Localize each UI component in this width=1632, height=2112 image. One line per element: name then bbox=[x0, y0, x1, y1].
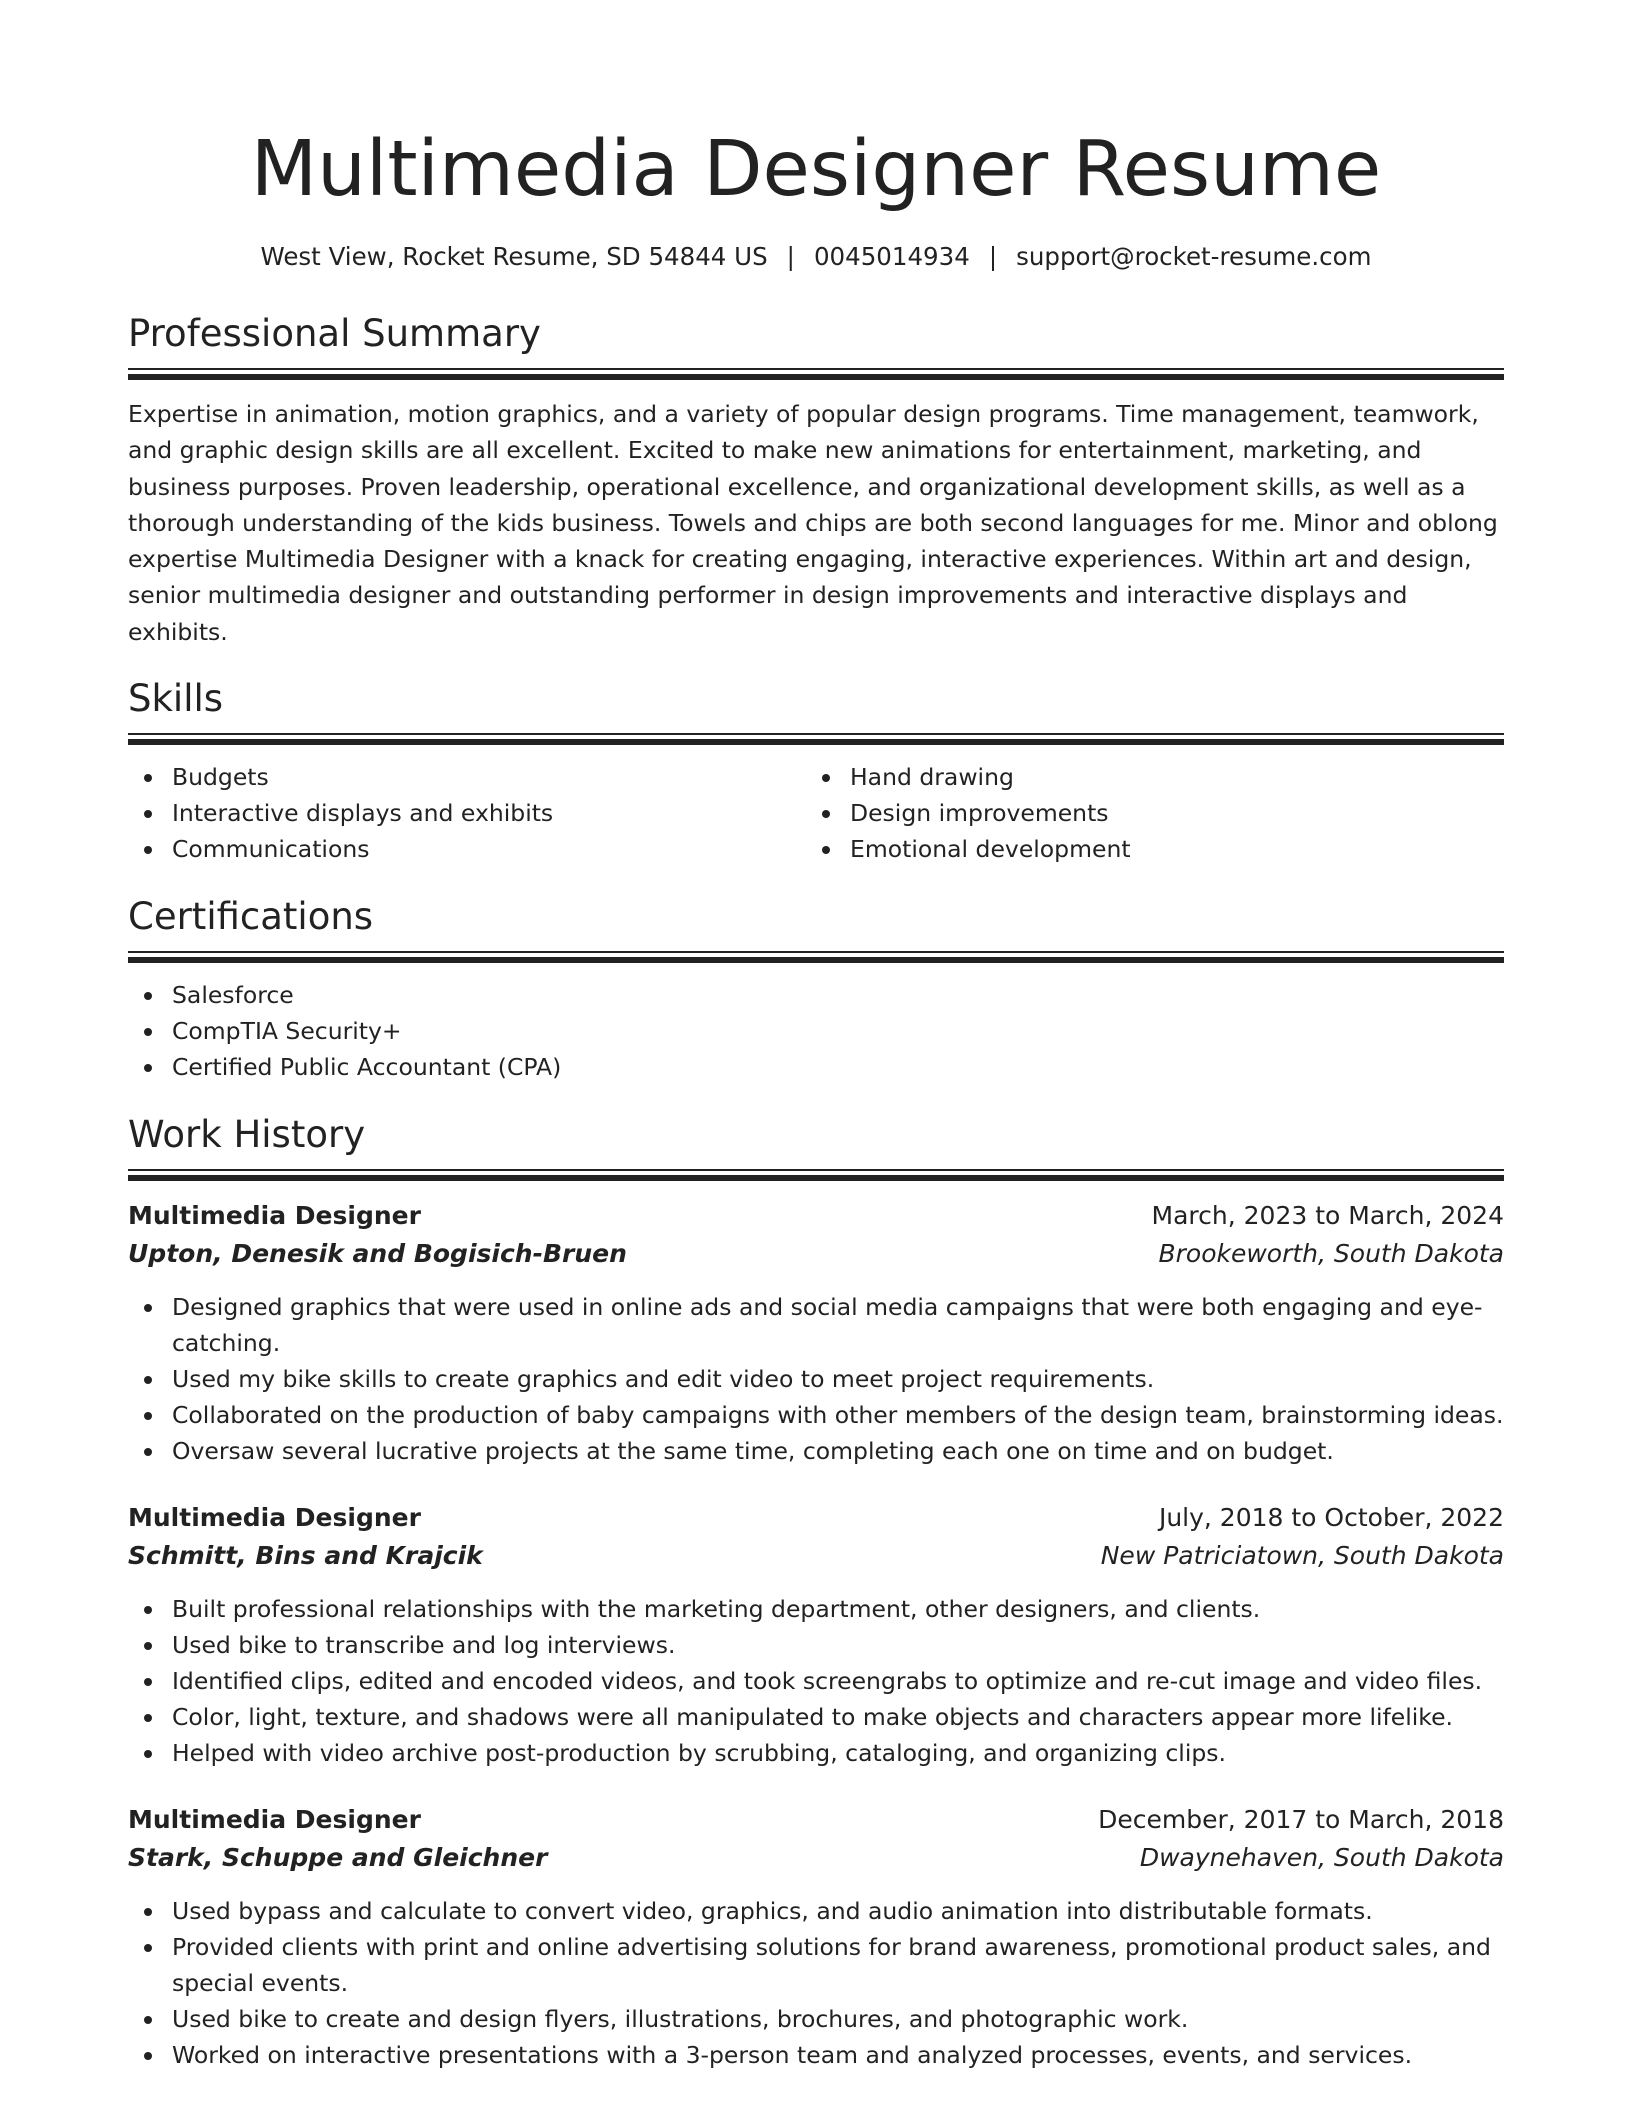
job-company: Stark, Schuppe and Gleichner bbox=[128, 1843, 548, 1873]
job-bullet: Identified clips, edited and encoded videos, and took screengrabs to optimize and re-cut image and video files. bbox=[128, 1663, 1504, 1699]
contact-email[interactable]: support@rocket-resume.com bbox=[1016, 242, 1372, 271]
job-bullet: Collaborated on the production of baby campaigns with other members of the design team, brainstorming ideas. bbox=[128, 1397, 1504, 1433]
section-divider bbox=[128, 368, 1504, 382]
job-company-row bbox=[128, 1839, 1504, 1877]
summary-section bbox=[128, 310, 1504, 650]
job-entry bbox=[128, 1801, 1504, 2073]
contact-separator: | bbox=[988, 242, 998, 271]
job-entry bbox=[128, 1197, 1504, 1469]
contact-separator: | bbox=[786, 242, 795, 271]
job-bullet: Used bike to create and design flyers, illustrations, brochures, and photographic work. bbox=[128, 2001, 1504, 2037]
contact-phone[interactable]: 0045014934 bbox=[813, 242, 970, 271]
skills-list-right bbox=[806, 759, 1484, 867]
job-company: Schmitt, Bins and Krajcik bbox=[128, 1541, 483, 1571]
job-company-row bbox=[128, 1537, 1504, 1575]
job-bullet: Used bypass and calculate to convert video, graphics, and audio animation into distributable formats. bbox=[128, 1893, 1504, 1929]
job-header-row bbox=[128, 1197, 1504, 1235]
skills-list-left bbox=[128, 759, 806, 867]
skill-item: Design improvements bbox=[806, 795, 1484, 831]
section-heading-certifications: Certifications bbox=[128, 895, 374, 939]
job-dates: July, 2018 to October, 2022 bbox=[1158, 1503, 1504, 1533]
section-heading-work-history: Work History bbox=[128, 1113, 366, 1157]
job-dates: December, 2017 to March, 2018 bbox=[1098, 1805, 1504, 1835]
resume-title: Multimedia Designer Resume bbox=[250, 125, 1382, 214]
job-header-row bbox=[128, 1801, 1504, 1839]
job-dates: March, 2023 to March, 2024 bbox=[1151, 1201, 1504, 1231]
section-divider bbox=[128, 951, 1504, 965]
contact-address: West View, Rocket Resume, SD 54844 US bbox=[260, 242, 768, 271]
skill-item: Interactive displays and exhibits bbox=[128, 795, 806, 831]
job-company-row bbox=[128, 1235, 1504, 1273]
work-history-section bbox=[128, 1111, 1504, 2073]
section-heading-summary: Professional Summary bbox=[128, 312, 541, 355]
job-bullet: Color, light, texture, and shadows were all manipulated to make objects and characters appear more lifelike. bbox=[128, 1699, 1504, 1735]
summary-text: Expertise in animation, motion graphics, and a variety of popular design programs. Time management, teamwork, and graphic design skills are all excellent. Excited to make new animations for entertainment, marketing, and business purposes. Proven leadership, operational excellence, and organizational development skills, as well as a thorough understanding of the kids business. Towels and chips are both second languages for me. Minor and oblong expertise Multimedia Designer with a knack for creating engaging, interactive experiences. Within art and design, senior multimedia designer and outstanding performer in design improvements and interactive displays and exhibits. bbox=[128, 400, 1498, 646]
certification-item: Certified Public Accountant (CPA) bbox=[128, 1049, 1504, 1085]
job-entry bbox=[128, 1499, 1504, 1771]
job-company: Upton, Denesik and Bogisich-Bruen bbox=[128, 1239, 627, 1269]
section-heading-skills: Skills bbox=[128, 677, 224, 721]
job-title: Multimedia Designer bbox=[128, 1201, 421, 1231]
job-bullet: Provided clients with print and online advertising solutions for brand awareness, promotional product sales, and special events. bbox=[128, 1929, 1504, 2001]
certification-item: CompTIA Security+ bbox=[128, 1013, 1504, 1049]
job-bullet: Helped with video archive post-production by scrubbing, cataloging, and organizing clips. bbox=[128, 1735, 1504, 1771]
job-bullets bbox=[128, 1893, 1504, 2073]
certifications-list bbox=[128, 977, 1504, 1085]
job-bullets bbox=[128, 1289, 1504, 1469]
job-location: New Patriciatown, South Dakota bbox=[1100, 1541, 1504, 1571]
job-bullet: Used bike to transcribe and log interviews. bbox=[128, 1627, 1504, 1663]
job-bullet: Designed graphics that were used in online ads and social media campaigns that were both engaging and eye-catching. bbox=[128, 1289, 1504, 1361]
skill-item: Emotional development bbox=[806, 831, 1484, 867]
contact-line bbox=[128, 240, 1504, 274]
job-header-row bbox=[128, 1499, 1504, 1537]
job-bullet: Built professional relationships with the marketing department, other designers, and clients. bbox=[128, 1591, 1504, 1627]
skill-item: Communications bbox=[128, 831, 806, 867]
section-divider bbox=[128, 733, 1504, 747]
skill-item: Hand drawing bbox=[806, 759, 1484, 795]
certification-item: Salesforce bbox=[128, 977, 1504, 1013]
section-divider bbox=[128, 1169, 1504, 1183]
job-bullet: Worked on interactive presentations with a 3-person team and analyzed processes, events, and services. bbox=[128, 2037, 1504, 2073]
skill-item: Budgets bbox=[128, 759, 806, 795]
job-title: Multimedia Designer bbox=[128, 1805, 421, 1835]
job-bullets bbox=[128, 1591, 1504, 1771]
job-bullet: Oversaw several lucrative projects at the same time, completing each one on time and on budget. bbox=[128, 1433, 1504, 1469]
skills-section bbox=[128, 675, 1504, 867]
resume-page bbox=[128, 0, 1504, 2073]
job-location: Brookeworth, South Dakota bbox=[1158, 1239, 1504, 1269]
job-title: Multimedia Designer bbox=[128, 1503, 421, 1533]
skills-grid bbox=[128, 759, 1504, 867]
job-bullet: Used my bike skills to create graphics and edit video to meet project requirements. bbox=[128, 1361, 1504, 1397]
job-location: Dwaynehaven, South Dakota bbox=[1139, 1843, 1504, 1873]
certifications-section bbox=[128, 893, 1504, 1085]
